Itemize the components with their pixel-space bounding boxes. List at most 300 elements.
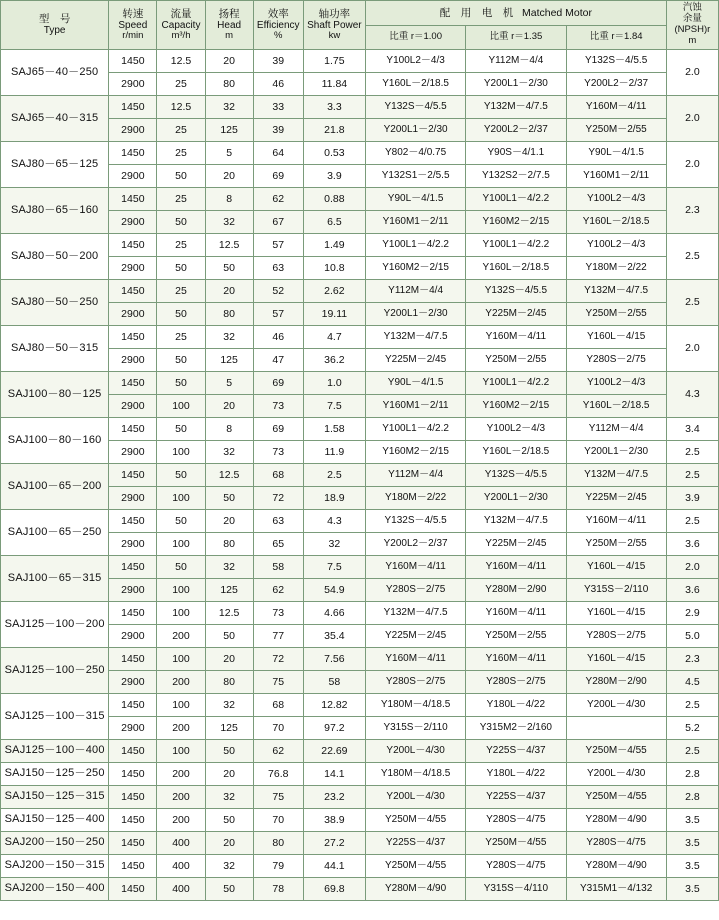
- table-row: [1, 808, 719, 831]
- cell-head: 12.5: [205, 601, 253, 624]
- cell-motor-r135: Y250M－2/55: [466, 624, 566, 647]
- table-row: [1, 210, 719, 233]
- cell-capacity: 50: [157, 509, 205, 532]
- cell-pump-type: SAJ100－65－250: [1, 509, 109, 555]
- cell-head: 50: [205, 256, 253, 279]
- cell-speed: 2900: [109, 532, 157, 555]
- cell-speed: 2900: [109, 624, 157, 647]
- cell-motor-r100: Y250M－4/55: [365, 808, 465, 831]
- cell-speed: 1450: [109, 463, 157, 486]
- cell-head: 125: [205, 578, 253, 601]
- cell-motor-r135: Y112M－4/4: [466, 49, 566, 72]
- cell-motor-r100: Y160L－2/18.5: [365, 72, 465, 95]
- cell-efficiency: 79: [253, 854, 303, 877]
- cell-head: 32: [205, 325, 253, 348]
- cell-head: 80: [205, 72, 253, 95]
- cell-shaft-power: 32: [303, 532, 365, 555]
- cell-head: 32: [205, 440, 253, 463]
- cell-motor-r184: Y112M－4/4: [566, 417, 666, 440]
- cell-motor-r184: Y250M－2/55: [566, 118, 666, 141]
- cell-pump-type: SAJ100－65－200: [1, 463, 109, 509]
- cell-pump-type: SAJ200－150－400: [1, 877, 109, 900]
- cell-npsh: 2.8: [666, 785, 718, 808]
- cell-motor-r135: Y180L－4/22: [466, 762, 566, 785]
- cell-efficiency: 69: [253, 417, 303, 440]
- cell-capacity: 25: [157, 279, 205, 302]
- cell-speed: 1450: [109, 49, 157, 72]
- cell-motor-r184: Y160L－4/15: [566, 647, 666, 670]
- cell-npsh: 2.5: [666, 279, 718, 325]
- cell-motor-r135: Y160M－4/11: [466, 325, 566, 348]
- cell-shaft-power: 0.88: [303, 187, 365, 210]
- cell-motor-r100: Y225M－2/45: [365, 624, 465, 647]
- cell-head: 20: [205, 647, 253, 670]
- cell-motor-r100: Y280S－2/75: [365, 670, 465, 693]
- cell-npsh: 2.5: [666, 739, 718, 762]
- cell-pump-type: SAJ125－100－400: [1, 739, 109, 762]
- cell-motor-r135: Y90S－4/1.1: [466, 141, 566, 164]
- cell-motor-r184: Y250M－2/55: [566, 532, 666, 555]
- cell-capacity: 12.5: [157, 95, 205, 118]
- header-speed: 转速 Speed r/min: [109, 1, 157, 50]
- cell-motor-r100: Y280M－4/90: [365, 877, 465, 900]
- cell-npsh: 3.9: [666, 486, 718, 509]
- cell-motor-r100: Y180M－4/18.5: [365, 762, 465, 785]
- cell-motor-r135: Y100L1－4/2.2: [466, 233, 566, 256]
- cell-efficiency: 76.8: [253, 762, 303, 785]
- cell-motor-r184: Y160L－2/18.5: [566, 210, 666, 233]
- cell-capacity: 25: [157, 325, 205, 348]
- cell-motor-r135: Y250M－4/55: [466, 831, 566, 854]
- cell-capacity: 25: [157, 72, 205, 95]
- cell-shaft-power: 14.1: [303, 762, 365, 785]
- cell-head: 5: [205, 371, 253, 394]
- cell-motor-r184: Y100L2－4/3: [566, 187, 666, 210]
- cell-speed: 1450: [109, 95, 157, 118]
- cell-efficiency: 39: [253, 118, 303, 141]
- cell-motor-r184: Y280S－2/75: [566, 348, 666, 371]
- cell-shaft-power: 6.5: [303, 210, 365, 233]
- cell-speed: 1450: [109, 555, 157, 578]
- cell-shaft-power: 69.8: [303, 877, 365, 900]
- cell-speed: 2900: [109, 256, 157, 279]
- cell-speed: 1450: [109, 233, 157, 256]
- cell-capacity: 100: [157, 601, 205, 624]
- cell-speed: 2900: [109, 118, 157, 141]
- table-row: [1, 785, 719, 808]
- cell-pump-type: SAJ65－40－250: [1, 49, 109, 95]
- table-row: [1, 302, 719, 325]
- cell-motor-r100: Y250M－4/55: [365, 854, 465, 877]
- cell-capacity: 50: [157, 302, 205, 325]
- cell-head: 32: [205, 95, 253, 118]
- table-row: [1, 187, 719, 210]
- cell-head: 50: [205, 486, 253, 509]
- cell-shaft-power: 1.0: [303, 371, 365, 394]
- cell-npsh: 2.0: [666, 141, 718, 187]
- cell-shaft-power: 3.9: [303, 164, 365, 187]
- cell-pump-type: SAJ200－150－250: [1, 831, 109, 854]
- cell-motor-r184: Y132M－4/7.5: [566, 279, 666, 302]
- cell-npsh: 3.5: [666, 854, 718, 877]
- cell-motor-r100: Y180M－2/22: [365, 486, 465, 509]
- cell-motor-r184: Y100L2－4/3: [566, 233, 666, 256]
- cell-npsh: 2.3: [666, 647, 718, 670]
- cell-pump-type: SAJ100－80－125: [1, 371, 109, 417]
- cell-motor-r100: Y802－4/0.75: [365, 141, 465, 164]
- cell-efficiency: 33: [253, 95, 303, 118]
- cell-shaft-power: 27.2: [303, 831, 365, 854]
- table-row: [1, 578, 719, 601]
- cell-shaft-power: 18.9: [303, 486, 365, 509]
- cell-speed: 1450: [109, 647, 157, 670]
- cell-motor-r135: Y160M2－2/15: [466, 210, 566, 233]
- cell-capacity: 50: [157, 210, 205, 233]
- cell-motor-r100: Y90L－4/1.5: [365, 371, 465, 394]
- cell-motor-r100: Y112M－4/4: [365, 279, 465, 302]
- cell-motor-r135: Y160M2－2/15: [466, 394, 566, 417]
- cell-pump-type: SAJ150－125－400: [1, 808, 109, 831]
- cell-capacity: 400: [157, 854, 205, 877]
- cell-npsh: 2.5: [666, 693, 718, 716]
- cell-shaft-power: 11.84: [303, 72, 365, 95]
- cell-npsh: 3.5: [666, 877, 718, 900]
- cell-shaft-power: 35.4: [303, 624, 365, 647]
- cell-capacity: 100: [157, 647, 205, 670]
- table-row: [1, 624, 719, 647]
- cell-efficiency: 65: [253, 532, 303, 555]
- cell-shaft-power: 1.75: [303, 49, 365, 72]
- cell-pump-type: SAJ125－100－250: [1, 647, 109, 693]
- cell-shaft-power: 12.82: [303, 693, 365, 716]
- cell-shaft-power: 36.2: [303, 348, 365, 371]
- cell-speed: 2900: [109, 578, 157, 601]
- header-npsh: 汽蚀 余量 (NPSH)r m: [666, 1, 718, 50]
- cell-motor-r184: Y160M－4/11: [566, 509, 666, 532]
- cell-npsh: 2.5: [666, 233, 718, 279]
- header-motor-r184: 比重 r＝1.84: [566, 26, 666, 50]
- cell-motor-r135: Y160M－4/11: [466, 555, 566, 578]
- cell-head: 80: [205, 670, 253, 693]
- cell-speed: 1450: [109, 762, 157, 785]
- cell-efficiency: 68: [253, 693, 303, 716]
- cell-shaft-power: 22.69: [303, 739, 365, 762]
- cell-motor-r184: Y280S－2/75: [566, 624, 666, 647]
- cell-head: 20: [205, 509, 253, 532]
- cell-npsh: 3.4: [666, 417, 718, 440]
- cell-capacity: 400: [157, 877, 205, 900]
- table-row: [1, 463, 719, 486]
- cell-efficiency: 69: [253, 164, 303, 187]
- table-row: [1, 141, 719, 164]
- cell-motor-r100: Y132M－4/7.5: [365, 601, 465, 624]
- cell-shaft-power: 19.11: [303, 302, 365, 325]
- cell-motor-r184: Y90L－4/1.5: [566, 141, 666, 164]
- cell-head: 32: [205, 693, 253, 716]
- cell-capacity: 25: [157, 118, 205, 141]
- table-row: [1, 647, 719, 670]
- cell-efficiency: 75: [253, 785, 303, 808]
- table-row: [1, 877, 719, 900]
- cell-motor-r100: Y160M－4/11: [365, 647, 465, 670]
- table-row: [1, 486, 719, 509]
- cell-npsh: 2.5: [666, 440, 718, 463]
- cell-capacity: 200: [157, 670, 205, 693]
- cell-head: 20: [205, 164, 253, 187]
- cell-capacity: 100: [157, 693, 205, 716]
- header-motor-r135: 比重 r＝1.35: [466, 26, 566, 50]
- cell-motor-r184: Y280M－2/90: [566, 670, 666, 693]
- table-row: [1, 233, 719, 256]
- cell-npsh: 2.9: [666, 601, 718, 624]
- cell-efficiency: 62: [253, 578, 303, 601]
- cell-motor-r135: Y132S－4/5.5: [466, 463, 566, 486]
- cell-motor-r100: Y280S－2/75: [365, 578, 465, 601]
- cell-head: 5: [205, 141, 253, 164]
- cell-shaft-power: 0.53: [303, 141, 365, 164]
- cell-efficiency: 57: [253, 302, 303, 325]
- cell-capacity: 200: [157, 808, 205, 831]
- cell-motor-r100: Y132S－4/5.5: [365, 509, 465, 532]
- cell-shaft-power: 10.8: [303, 256, 365, 279]
- cell-efficiency: 46: [253, 325, 303, 348]
- cell-efficiency: 70: [253, 716, 303, 739]
- cell-shaft-power: 4.66: [303, 601, 365, 624]
- cell-head: 125: [205, 716, 253, 739]
- cell-motor-r184: Y160M－4/11: [566, 95, 666, 118]
- cell-capacity: 25: [157, 187, 205, 210]
- cell-motor-r135: Y225S－4/37: [466, 785, 566, 808]
- cell-motor-r184: Y160L－4/15: [566, 601, 666, 624]
- cell-pump-type: SAJ100－80－160: [1, 417, 109, 463]
- cell-motor-r135: Y100L2－4/3: [466, 417, 566, 440]
- cell-speed: 2900: [109, 486, 157, 509]
- table-row: [1, 509, 719, 532]
- cell-capacity: 25: [157, 141, 205, 164]
- table-row: [1, 670, 719, 693]
- cell-motor-r184: [566, 716, 666, 739]
- cell-efficiency: 72: [253, 486, 303, 509]
- cell-capacity: 100: [157, 739, 205, 762]
- cell-motor-r184: Y280S－4/75: [566, 831, 666, 854]
- cell-capacity: 100: [157, 486, 205, 509]
- cell-npsh: 2.0: [666, 555, 718, 578]
- cell-motor-r135: Y225S－4/37: [466, 739, 566, 762]
- cell-motor-r100: Y160M2－2/15: [365, 256, 465, 279]
- cell-speed: 1450: [109, 854, 157, 877]
- cell-efficiency: 62: [253, 187, 303, 210]
- table-row: [1, 371, 719, 394]
- cell-motor-r135: Y280M－2/90: [466, 578, 566, 601]
- cell-pump-type: SAJ80－50－250: [1, 279, 109, 325]
- cell-motor-r100: Y225S－4/37: [365, 831, 465, 854]
- cell-motor-r184: Y280M－4/90: [566, 808, 666, 831]
- cell-shaft-power: 21.8: [303, 118, 365, 141]
- table-row: [1, 739, 719, 762]
- header-type: 型 号 Type: [1, 1, 109, 50]
- cell-pump-type: SAJ125－100－315: [1, 693, 109, 739]
- table-row: [1, 256, 719, 279]
- header-motor-r100: 比重 r＝1.00: [365, 26, 465, 50]
- cell-capacity: 50: [157, 164, 205, 187]
- table-row: [1, 555, 719, 578]
- cell-motor-r135: Y180L－4/22: [466, 693, 566, 716]
- cell-motor-r100: Y160M2－2/15: [365, 440, 465, 463]
- cell-efficiency: 78: [253, 877, 303, 900]
- cell-shaft-power: 2.5: [303, 463, 365, 486]
- cell-motor-r100: Y160M1－2/11: [365, 210, 465, 233]
- table-row: [1, 854, 719, 877]
- cell-head: 32: [205, 785, 253, 808]
- table-row: [1, 693, 719, 716]
- cell-efficiency: 68: [253, 463, 303, 486]
- cell-speed: 1450: [109, 371, 157, 394]
- cell-speed: 1450: [109, 187, 157, 210]
- cell-motor-r135: Y280S－4/75: [466, 854, 566, 877]
- cell-shaft-power: 44.1: [303, 854, 365, 877]
- table-row: [1, 164, 719, 187]
- cell-motor-r184: Y180M－2/22: [566, 256, 666, 279]
- table-row: [1, 601, 719, 624]
- cell-head: 50: [205, 739, 253, 762]
- cell-motor-r184: Y315M1－4/132: [566, 877, 666, 900]
- cell-npsh: 5.2: [666, 716, 718, 739]
- cell-npsh: 3.5: [666, 808, 718, 831]
- cell-shaft-power: 58: [303, 670, 365, 693]
- cell-speed: 2900: [109, 394, 157, 417]
- cell-motor-r184: Y250M－4/55: [566, 739, 666, 762]
- cell-speed: 2900: [109, 348, 157, 371]
- cell-speed: 1450: [109, 509, 157, 532]
- cell-efficiency: 63: [253, 509, 303, 532]
- cell-motor-r100: Y132S1－2/5.5: [365, 164, 465, 187]
- cell-motor-r135: Y225M－2/45: [466, 532, 566, 555]
- cell-efficiency: 70: [253, 808, 303, 831]
- cell-head: 12.5: [205, 233, 253, 256]
- cell-efficiency: 73: [253, 601, 303, 624]
- cell-shaft-power: 11.9: [303, 440, 365, 463]
- header-matched-motor-group: 配 用 电 机 Matched Motor: [365, 1, 666, 26]
- cell-motor-r100: Y160M1－2/11: [365, 394, 465, 417]
- cell-head: 32: [205, 854, 253, 877]
- cell-motor-r184: Y225M－2/45: [566, 486, 666, 509]
- cell-efficiency: 58: [253, 555, 303, 578]
- cell-pump-type: SAJ65－40－315: [1, 95, 109, 141]
- table-row: [1, 279, 719, 302]
- cell-motor-r135: Y132S2－2/7.5: [466, 164, 566, 187]
- cell-speed: 1450: [109, 877, 157, 900]
- cell-motor-r135: Y200L1－2/30: [466, 72, 566, 95]
- cell-motor-r184: Y160L－4/15: [566, 325, 666, 348]
- table-row: [1, 348, 719, 371]
- cell-capacity: 25: [157, 233, 205, 256]
- cell-npsh: 4.5: [666, 670, 718, 693]
- cell-speed: 1450: [109, 417, 157, 440]
- table-row: [1, 762, 719, 785]
- cell-motor-r100: Y200L2－2/37: [365, 532, 465, 555]
- cell-shaft-power: 4.3: [303, 509, 365, 532]
- cell-pump-type: SAJ125－100－200: [1, 601, 109, 647]
- cell-motor-r184: Y160M1－2/11: [566, 164, 666, 187]
- cell-speed: 2900: [109, 440, 157, 463]
- cell-pump-type: SAJ80－65－160: [1, 187, 109, 233]
- cell-capacity: 100: [157, 440, 205, 463]
- cell-npsh: 3.6: [666, 578, 718, 601]
- cell-shaft-power: 97.2: [303, 716, 365, 739]
- cell-efficiency: 62: [253, 739, 303, 762]
- cell-head: 8: [205, 417, 253, 440]
- cell-npsh: 3.5: [666, 831, 718, 854]
- cell-npsh: 2.8: [666, 762, 718, 785]
- table-row: [1, 440, 719, 463]
- cell-motor-r100: Y225M－2/45: [365, 348, 465, 371]
- cell-speed: 2900: [109, 670, 157, 693]
- cell-shaft-power: 3.3: [303, 95, 365, 118]
- cell-speed: 1450: [109, 279, 157, 302]
- table-row: [1, 716, 719, 739]
- cell-pump-type: SAJ100－65－315: [1, 555, 109, 601]
- cell-motor-r100: Y200L1－2/30: [365, 118, 465, 141]
- cell-capacity: 200: [157, 624, 205, 647]
- table-row: [1, 394, 719, 417]
- cell-head: 125: [205, 118, 253, 141]
- cell-capacity: 100: [157, 578, 205, 601]
- cell-capacity: 200: [157, 785, 205, 808]
- header-head: 扬程 Head m: [205, 1, 253, 50]
- cell-npsh: 5.0: [666, 624, 718, 647]
- table-row: [1, 95, 719, 118]
- cell-motor-r184: Y132S－4/5.5: [566, 49, 666, 72]
- cell-motor-r135: Y280S－4/75: [466, 808, 566, 831]
- cell-capacity: 100: [157, 532, 205, 555]
- cell-motor-r135: Y200L1－2/30: [466, 486, 566, 509]
- cell-npsh: 2.5: [666, 509, 718, 532]
- cell-shaft-power: 54.9: [303, 578, 365, 601]
- cell-motor-r100: Y315S－2/110: [365, 716, 465, 739]
- cell-efficiency: 64: [253, 141, 303, 164]
- cell-efficiency: 69: [253, 371, 303, 394]
- table-body: [1, 49, 719, 900]
- cell-efficiency: 57: [253, 233, 303, 256]
- cell-pump-type: SAJ80－50－200: [1, 233, 109, 279]
- cell-motor-r100: Y90L－4/1.5: [365, 187, 465, 210]
- cell-efficiency: 67: [253, 210, 303, 233]
- cell-motor-r184: Y200L1－2/30: [566, 440, 666, 463]
- cell-efficiency: 75: [253, 670, 303, 693]
- cell-capacity: 50: [157, 348, 205, 371]
- cell-pump-type: SAJ150－125－315: [1, 785, 109, 808]
- cell-shaft-power: 7.56: [303, 647, 365, 670]
- cell-shaft-power: 23.2: [303, 785, 365, 808]
- cell-speed: 1450: [109, 325, 157, 348]
- cell-head: 20: [205, 831, 253, 854]
- cell-motor-r100: Y100L1－4/2.2: [365, 417, 465, 440]
- table-row: [1, 72, 719, 95]
- cell-capacity: 200: [157, 762, 205, 785]
- cell-motor-r184: Y315S－2/110: [566, 578, 666, 601]
- cell-speed: 1450: [109, 831, 157, 854]
- cell-motor-r184: Y132M－4/7.5: [566, 463, 666, 486]
- cell-capacity: 50: [157, 463, 205, 486]
- cell-motor-r100: Y200L－4/30: [365, 785, 465, 808]
- cell-efficiency: 63: [253, 256, 303, 279]
- cell-speed: 1450: [109, 739, 157, 762]
- cell-npsh: 2.3: [666, 187, 718, 233]
- cell-capacity: 12.5: [157, 49, 205, 72]
- cell-head: 20: [205, 279, 253, 302]
- cell-efficiency: 72: [253, 647, 303, 670]
- cell-head: 32: [205, 555, 253, 578]
